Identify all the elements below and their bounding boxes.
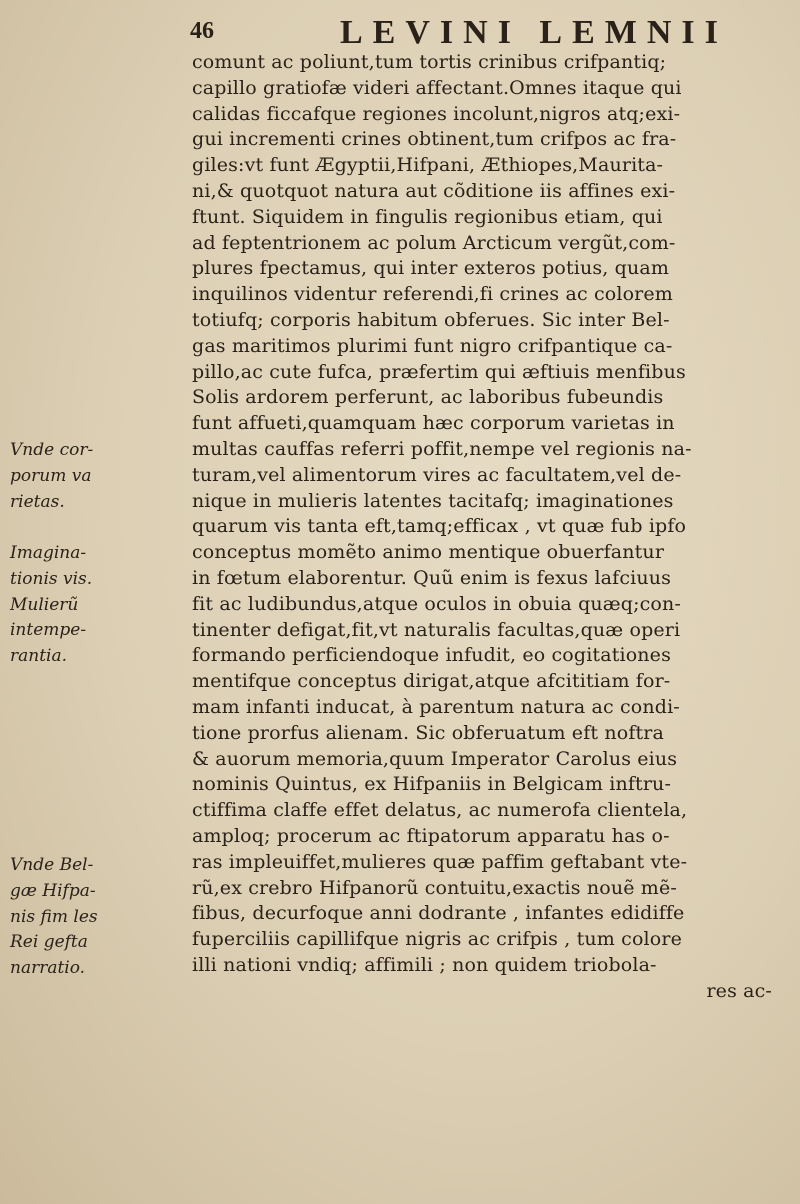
text-line: & auorum memoria,quum Imperator Carolus eius (192, 747, 678, 770)
text-line: Solis ardorem perferunt, ac laboribus fubeundis (192, 386, 664, 409)
text-line: giles:vt funt Ægyptii,Hifpani, Æthiopes,Maurita- (192, 154, 664, 177)
margin-note-line: gæ Hifpa- (10, 880, 96, 901)
text-line: pillo,ac cute fufca, præfertim qui æftiuis menfibus (192, 360, 686, 383)
margin-note-power-of-imagination (10, 541, 190, 670)
page-header (190, 14, 790, 54)
text-line: capillo gratiofæ videri affectant.Omnes itaque qui (192, 76, 682, 99)
text-line: mam infanti inducat, à parentum natura ac condi- (192, 695, 680, 718)
text-line: nique in mulieris latentes tacitafq; imaginationes (192, 489, 674, 512)
margin-note-line: Imagina- (10, 543, 87, 563)
margin-note-line: tionis vis. (10, 568, 93, 589)
text-line: fit ac ludibundus,atque oculos in obuia quæq;con- (192, 592, 681, 615)
margin-note-belgian-spanish-story (10, 853, 190, 982)
margin-note-line: Rei gefta (10, 932, 88, 953)
margin-note-line: Vnde Bel- (10, 855, 94, 875)
text-line: in fœtum elaborentur. Quũ enim is fexus lafciuus (192, 566, 672, 589)
text-line: comunt ac poliunt,tum tortis crinibus crifpantiq; (192, 51, 667, 73)
margin-note-line: porum va (10, 465, 92, 486)
margin-note-line: nis fim les (10, 906, 98, 927)
margin-note-origin-of-body-variety (10, 438, 190, 515)
text-line: plures fpectamus, qui inter exteros potius, quam (192, 257, 670, 280)
running-head: LEVINI LEMNII (340, 14, 728, 51)
text-line: nominis Quintus, ex Hifpaniis in Belgicam inftru- (192, 773, 672, 796)
text-line: fibus, decurfoque anni dodrante , infantes edidiffe (192, 902, 685, 925)
text-line: ftunt. Siquidem in fingulis regionibus etiam, qui (192, 205, 663, 228)
margin-note-line: rantia. (10, 646, 68, 667)
margin-note-line: Vnde cor- (10, 440, 94, 460)
margin-note-line: narratio. (10, 958, 86, 979)
text-line: funt affueti,quamquam hæc corporum varietas in (192, 412, 675, 435)
text-line: mentifque conceptus dirigat,atque afcititiam for- (192, 670, 671, 693)
margin-note-line: intempe- (10, 620, 87, 641)
text-line: totiufq; corporis habitum obferues. Sic inter Bel- (192, 308, 670, 331)
margin-note-line: rietas. (10, 491, 65, 512)
margin-note-line: Mulierũ (10, 594, 79, 615)
text-line: ad feptentrionem ac polum Arcticum vergũt,com- (192, 231, 676, 254)
text-line: calidas ficcafque regiones incolunt,nigros atq;exi- (192, 102, 681, 125)
text-line: res ac- (706, 979, 772, 1002)
text-line: fuperciliis capillifque nigris ac crifpis , tum colore (192, 928, 682, 951)
body-text (192, 50, 792, 1004)
text-line: conceptus momẽto animo mentique obuerfantur (192, 541, 665, 564)
text-line: ni,& quotquot natura aut cõditione iis affines exi- (192, 179, 676, 202)
text-line: tione prorfus alienam. Sic obferuatum eft noftra (192, 721, 665, 744)
text-line: ctiffima claffe effet delatus, ac numerofa clientela, (192, 799, 688, 822)
text-line: gas maritimos plurimi funt nigro crifpantique ca- (192, 334, 673, 357)
text-line: turam,vel alimentorum vires ac facultatem,vel de- (192, 463, 682, 486)
text-line: gui incrementi crines obtinent,tum crifpos ac fra- (192, 128, 677, 151)
page-number: 46 (190, 18, 214, 44)
text-line: tinenter defigat,fit,vt naturalis facultas,quæ operi (192, 618, 681, 641)
text-line: formando perficiendoque infudit, eo cogitationes (192, 644, 671, 667)
text-line: quarum vis tanta eft,tamq;efficax , vt quæ fub ipfo (192, 515, 687, 538)
text-line: multas cauffas referri poffit,nempe vel regionis na- (192, 437, 692, 460)
text-line: illi nationi vndiq; affimili ; non quidem triobola- (192, 953, 657, 976)
text-line: ras impleuiffet,mulieres quæ paffim geftabant vte- (192, 850, 688, 873)
text-line: inquilinos videntur referendi,fi crines ac colorem (192, 283, 673, 306)
text-line: amploq; procerum ac ftipatorum apparatu has o- (192, 824, 670, 847)
text-line: rũ,ex crebro Hifpanorũ contuitu,exactis nouẽ mẽ- (192, 876, 677, 899)
